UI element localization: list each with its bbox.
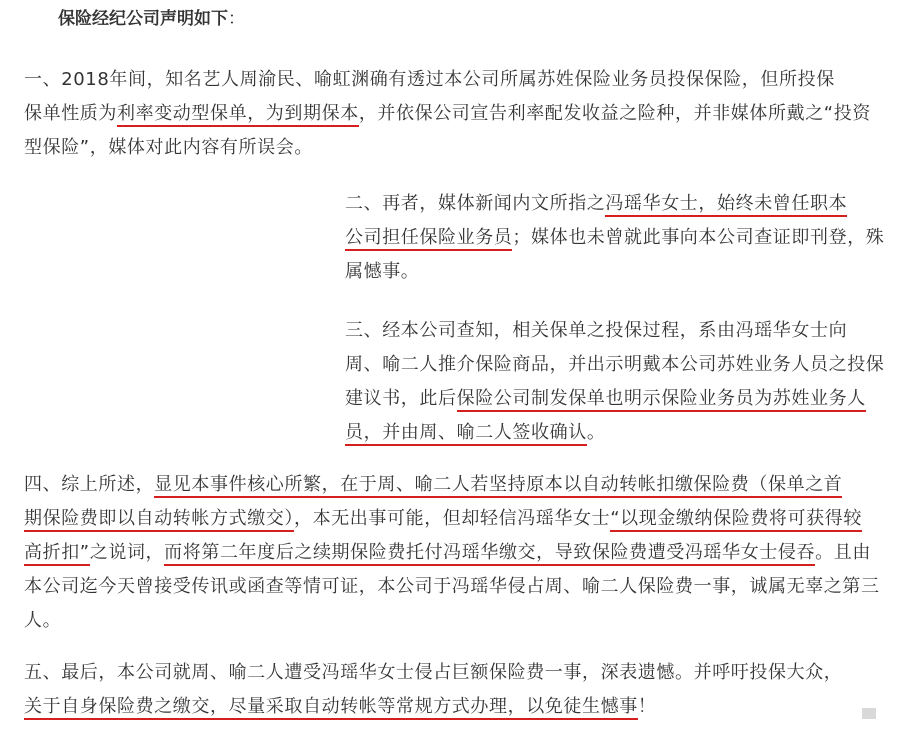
paragraph-4-conclusion (24, 468, 886, 638)
text-line (24, 131, 884, 165)
heading-bold-text: 保险经纪公司声明如下 (58, 9, 228, 29)
text-line (345, 255, 885, 289)
text-line (24, 570, 886, 604)
text-line (24, 468, 886, 502)
body-text: 。 (586, 422, 606, 443)
body-text: 五、最后，本公司就周、喻二人遭受冯瑶华女士侵占巨额保险费一事，深表遗憾。并呼吁投保大众， (24, 662, 843, 683)
body-text: 三、经本公司查知，相关保单之投保过程，系由冯瑶华女士向 (345, 320, 848, 341)
text-line (24, 502, 886, 536)
statement-heading (58, 6, 245, 32)
underlined-text: 冯瑶华女士，始终未曾任职本 (605, 193, 847, 217)
body-text: 二、再者，媒体新闻内文所指之 (345, 193, 606, 214)
underlined-text: 高折扣” (24, 542, 90, 566)
text-line (24, 63, 884, 97)
paragraph-1-policy-nature (24, 63, 884, 165)
underlined-text: 公司担任保险业务员 (345, 227, 512, 251)
text-line (345, 348, 885, 382)
body-text: ！ (637, 696, 657, 717)
underlined-text: 保险公司制发保单也明示保险业务员为苏姓业务人 (457, 388, 866, 412)
underlined-text: 显见本事件核心所繁，在于周、喻二人若坚持原本以自动转帐扣缴保险费（保单之首 (154, 474, 842, 498)
text-line (345, 382, 885, 416)
body-text: 型保险”，媒体对此内容有所误会。 (24, 137, 313, 158)
body-text: 建议书，此后 (345, 388, 457, 409)
body-text: ，并依保公司宣告利率配发收益之险种，并非媒体所戴之“投资 (358, 103, 871, 124)
text-line (345, 416, 885, 450)
body-text: ，本无出事可能，但却轻信冯瑶华女士 (294, 508, 611, 529)
text-line (345, 187, 885, 221)
text-line (24, 604, 886, 638)
text-line (24, 536, 886, 570)
text-line (24, 690, 886, 724)
paragraph-2-agent-status (345, 187, 885, 289)
paragraph-5-appeal (24, 656, 886, 724)
body-text: 本公司迄今天曾接受传讯或函查等情可证，本公司于冯瑶华侵占周、喻二人保险费一事，诚属无辜之第三 (24, 576, 880, 597)
body-text: 一、2018年间，知名艺人周渝民、喻虹渊确有透过本公司所属苏姓保险业务员投保保险，但所投保 (24, 69, 835, 90)
text-line (345, 221, 885, 255)
body-text: 。且由 (815, 542, 871, 563)
underlined-text: 关于自身保险费之缴交，尽量采取自动转帐等常规方式办理，以免徒生憾事 (24, 696, 638, 720)
heading-colon: ： (228, 9, 245, 29)
underlined-text: 而将第二年度后之续期保险费托付冯瑶华缴交，导致保险费遭受冯瑶华女士侵吞 (164, 542, 815, 566)
text-line (345, 314, 885, 348)
corner-widget-icon (862, 708, 876, 719)
body-text: 人。 (24, 610, 62, 631)
text-line (24, 656, 886, 690)
underlined-text: “以现金缴纳保险费将可获得较 (610, 508, 862, 532)
body-text: 周、喻二人推介保险商品，并出示明戴本公司苏姓业务人员之投保 (345, 354, 885, 375)
body-text: 四、综上所述， (24, 474, 155, 495)
underlined-text: 期保险费即以自动转帐方式缴交） (24, 508, 294, 532)
body-text: 属憾事。 (345, 261, 420, 282)
underlined-text: 员，并由周、喻二人签收确认 (345, 422, 587, 446)
text-line (24, 97, 884, 131)
body-text: ；媒体也未曾就此事向本公司查证即刊登，殊 (512, 227, 885, 248)
underlined-text: 利率变动型保单，为到期保本 (117, 103, 359, 127)
body-text: 之说词， (89, 542, 165, 563)
paragraph-3-investigation (345, 314, 885, 450)
body-text: 保单性质为 (24, 103, 117, 124)
